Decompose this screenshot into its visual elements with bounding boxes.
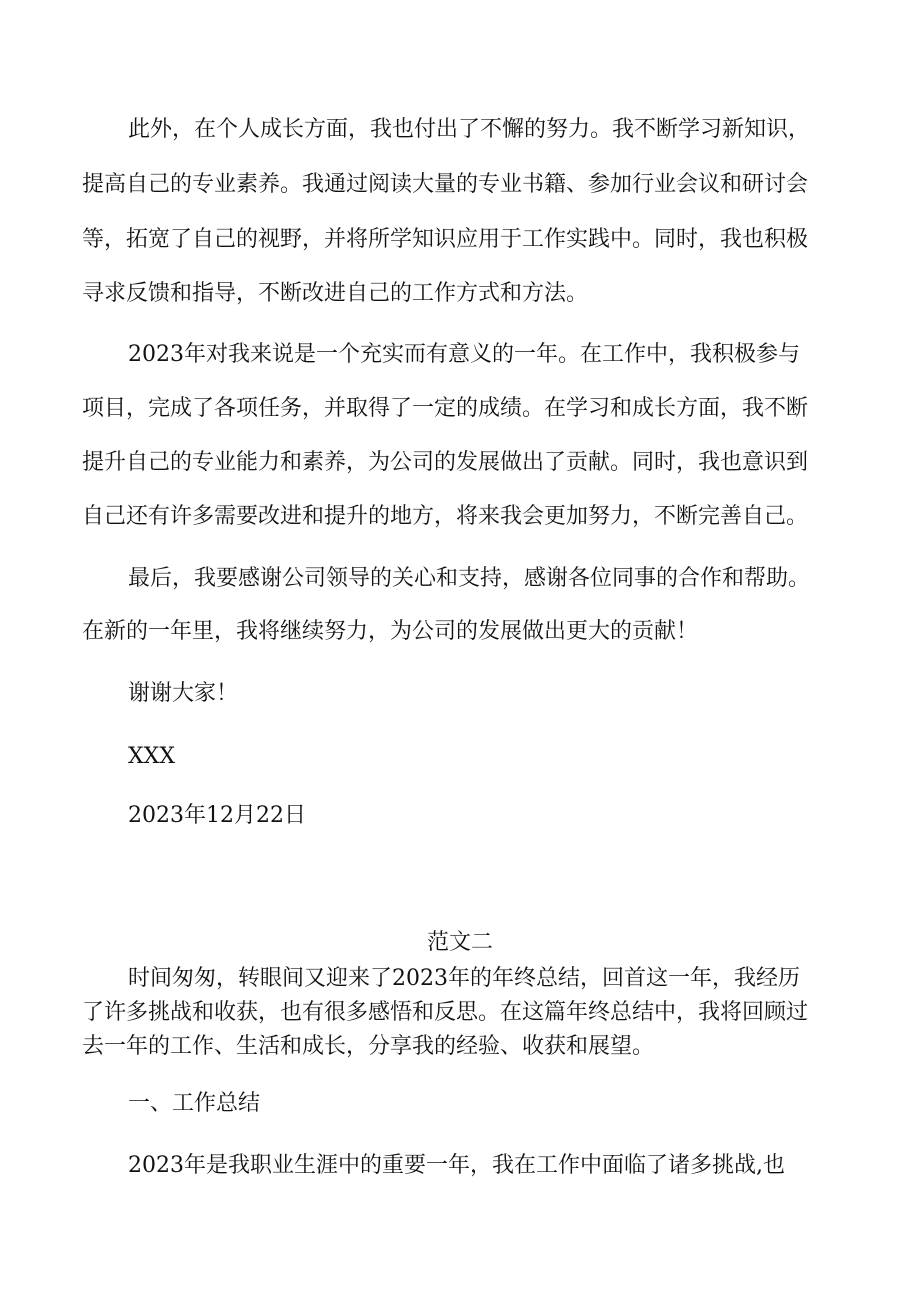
paragraph-line: 等，拓宽了自己的视野，并将所学知识应用于工作实践中。同时，我也积极 <box>82 227 809 252</box>
paragraph-line: 提升自己的专业能力和素养，为公司的发展做出了贡献。同时，我也意识到 <box>82 450 809 475</box>
paragraph-line: 此外，在个人成长方面，我也付出了不懈的努力。我不断学习新知识， <box>128 117 811 142</box>
paragraph-line: 寻求反馈和指导，不断改进自己的工作方式和方法。 <box>82 281 589 306</box>
section-heading: 一、工作总结 <box>128 1091 261 1116</box>
paragraph-line: 去一年的工作、生活和成长，分享我的经验、收获和展望。 <box>82 1034 655 1059</box>
paragraph-line: 自己还有许多需要改进和提升的地方，将来我会更加努力，不断完善自己。 <box>82 504 809 529</box>
paragraph-line: 在新的一年里，我将继续努力，为公司的发展做出更大的贡献！ <box>82 619 699 644</box>
paragraph-line: 2023年对我来说是一个充实而有意义的一年。在工作中，我积极参与 <box>128 342 800 367</box>
closing-thanks: 谢谢大家！ <box>128 681 239 706</box>
document-date: 2023年12月22日 <box>128 803 306 828</box>
paragraph-line: 时间匆匆，转眼间又迎来了2023年的年终总结，回首这一年，我经历 <box>128 966 800 991</box>
paragraph-line: 最后，我要感谢公司领导的关心和支持，感谢各位同事的合作和帮助。 <box>128 566 811 591</box>
section-title: 范文二 <box>426 930 493 955</box>
signature: XXX <box>128 744 175 769</box>
paragraph-line: 提高自己的专业素养。我通过阅读大量的专业书籍、参加行业会议和研讨会 <box>82 172 809 197</box>
paragraph-line: 了许多挑战和收获，也有很多感悟和反思。在这篇年终总结中，我将回顾过 <box>82 1000 809 1025</box>
paragraph-line: 项目，完成了各项任务，并取得了一定的成绩。在学习和成长方面，我不断 <box>82 396 809 421</box>
paragraph-line: 2023年是我职业生涯中的重要一年，我在工作中面临了诸多挑战,也 <box>128 1153 785 1178</box>
